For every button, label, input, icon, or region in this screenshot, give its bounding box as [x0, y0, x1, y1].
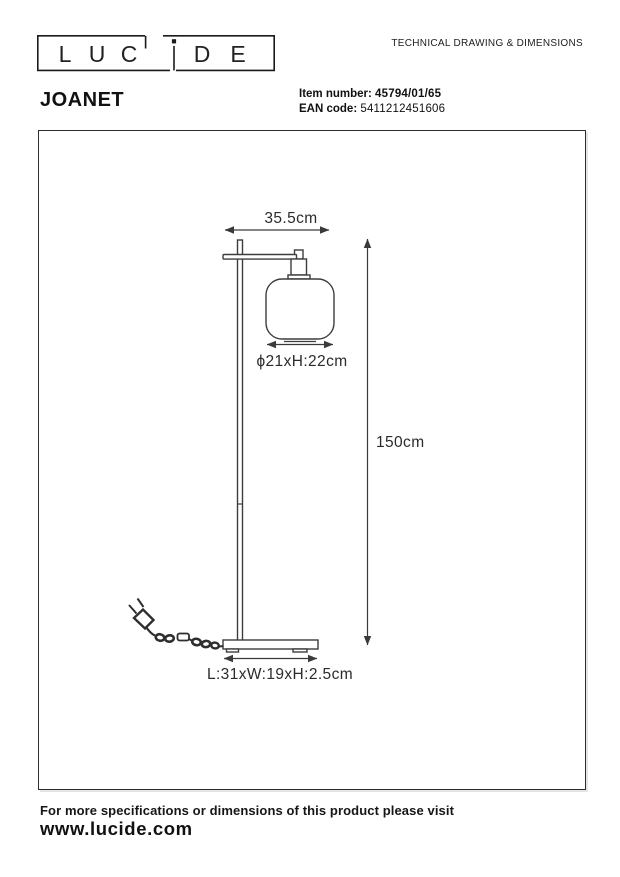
logo-letter-c: C [120, 41, 138, 67]
logo-letter-u: U [88, 41, 106, 67]
footer-website: www.lucide.com [40, 818, 193, 839]
ean-value: 5411212451606 [360, 102, 446, 115]
item-number-row [299, 87, 445, 102]
document-title: TECHNICAL DRAWING & DIMENSIONS [391, 38, 583, 49]
logo-letter-d: D [193, 41, 211, 67]
floor-lamp-technical-drawing [39, 131, 584, 788]
plug-prong [138, 599, 144, 608]
item-number-value: 45794/01/65 [375, 88, 442, 100]
ean-label: EAN code: [299, 102, 358, 115]
dimension-top-width [225, 210, 329, 230]
lamp-base-plate [223, 640, 318, 649]
lucide-logo [37, 35, 275, 72]
dimension-base-label: L:31xW:19xH:2.5cm [206, 666, 354, 683]
cord-loop [192, 638, 202, 646]
cord-segment [219, 646, 224, 647]
product-name: JOANET [40, 89, 125, 111]
plug-prong [129, 605, 137, 614]
cord-loop [155, 633, 165, 641]
lamp-base [223, 640, 318, 652]
logo-letter-e: E [230, 41, 246, 67]
logo-letter-l: L [58, 41, 72, 67]
cord-loop [165, 635, 174, 643]
dimension-shade-label: ϕ21xH:22cm [256, 353, 348, 370]
lamp-socket [291, 259, 307, 275]
dimension-shade [256, 345, 347, 371]
drawing-frame [38, 130, 586, 790]
cord-segment [146, 627, 155, 636]
cord-loop [201, 640, 210, 647]
product-codes [299, 87, 445, 116]
lamp-shade [266, 279, 334, 339]
power-cord [129, 599, 224, 649]
dimension-height [368, 239, 425, 645]
lamp-arm [223, 255, 297, 260]
dimension-base [207, 659, 353, 684]
lamp-body [223, 240, 334, 641]
lamp-base-foot-right [293, 649, 307, 652]
lamp-pole [238, 240, 243, 641]
item-number-label: Item number: [299, 88, 372, 100]
cord-loop [211, 642, 219, 649]
logo-i-dot [172, 39, 176, 43]
dimension-height-label: 150cm [376, 434, 425, 451]
cord-connector [178, 634, 190, 641]
dimension-top-width-label: 35.5cm [264, 210, 318, 227]
ean-row [299, 102, 445, 117]
plug-body [134, 610, 154, 629]
lamp-base-foot-left [227, 649, 239, 652]
footer-note: For more specifications or dimensions of this product please visit [40, 803, 455, 818]
